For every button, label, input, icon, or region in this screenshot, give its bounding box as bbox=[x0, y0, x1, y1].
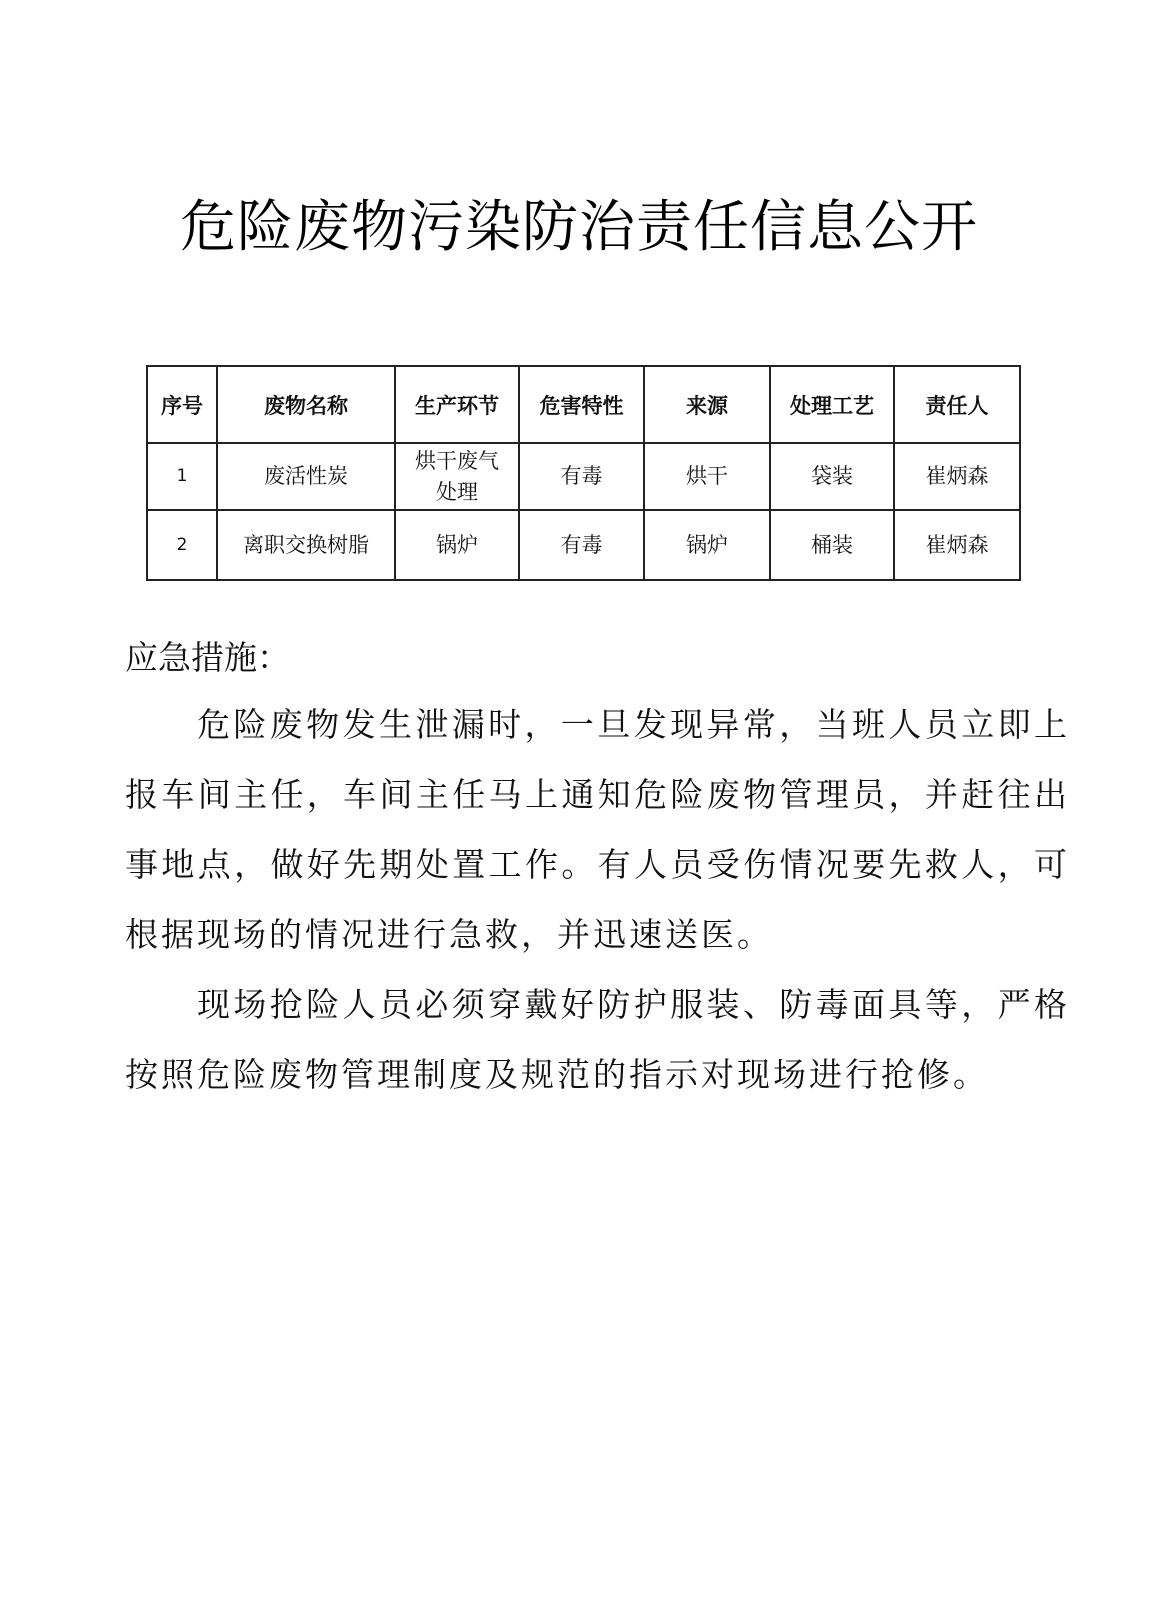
emergency-paragraph: 现场抢险人员必须穿戴好防护服装、防毒面具等，严格按照危险废物管理制度及规范的指示对现场进行抢修。 bbox=[125, 985, 1070, 1094]
cell-waste-name: 离职交换树脂 bbox=[217, 510, 395, 580]
header-responsible-person: 责任人 bbox=[894, 366, 1020, 443]
header-index: 序号 bbox=[147, 366, 217, 443]
cell-index: 1 bbox=[147, 443, 217, 510]
table-row bbox=[147, 443, 1020, 510]
cell-production-stage bbox=[395, 443, 519, 510]
header-hazard-property: 危害特性 bbox=[519, 366, 644, 443]
cell-source: 烘干 bbox=[644, 443, 770, 510]
cell-production-stage-line: 处理 bbox=[436, 479, 478, 504]
header-treatment-process: 处理工艺 bbox=[770, 366, 894, 443]
cell-responsible-person: 崔炳森 bbox=[894, 443, 1020, 510]
cell-treatment-process: 桶装 bbox=[770, 510, 894, 580]
cell-source: 锅炉 bbox=[644, 510, 770, 580]
header-waste-name: 废物名称 bbox=[217, 366, 395, 443]
table-row bbox=[147, 510, 1020, 580]
cell-production-stage-line: 烘干废气 bbox=[415, 448, 499, 473]
cell-hazard-property: 有毒 bbox=[519, 443, 644, 510]
cell-hazard-property: 有毒 bbox=[519, 510, 644, 580]
cell-production-stage: 锅炉 bbox=[395, 510, 519, 580]
table-header-row bbox=[147, 366, 1020, 443]
header-source: 来源 bbox=[644, 366, 770, 443]
cell-waste-name: 废活性炭 bbox=[217, 443, 395, 510]
cell-responsible-person: 崔炳森 bbox=[894, 510, 1020, 580]
page-title: 危险废物污染防治责任信息公开 bbox=[180, 195, 978, 260]
cell-treatment-process: 袋装 bbox=[770, 443, 894, 510]
hazardous-waste-table bbox=[146, 365, 1021, 581]
header-production-stage: 生产环节 bbox=[395, 366, 519, 443]
emergency-measures-heading: 应急措施： bbox=[125, 638, 290, 677]
cell-index: 2 bbox=[147, 510, 217, 580]
emergency-paragraph: 危险废物发生泄漏时，一旦发现异常，当班人员立即上报车间主任，车间主任马上通知危险废物管理员，并赶往出事地点，做好先期处置工作。有人员受伤情况要先救人，可根据现场的情况进行急救，并迅速送医。 bbox=[125, 705, 1070, 954]
